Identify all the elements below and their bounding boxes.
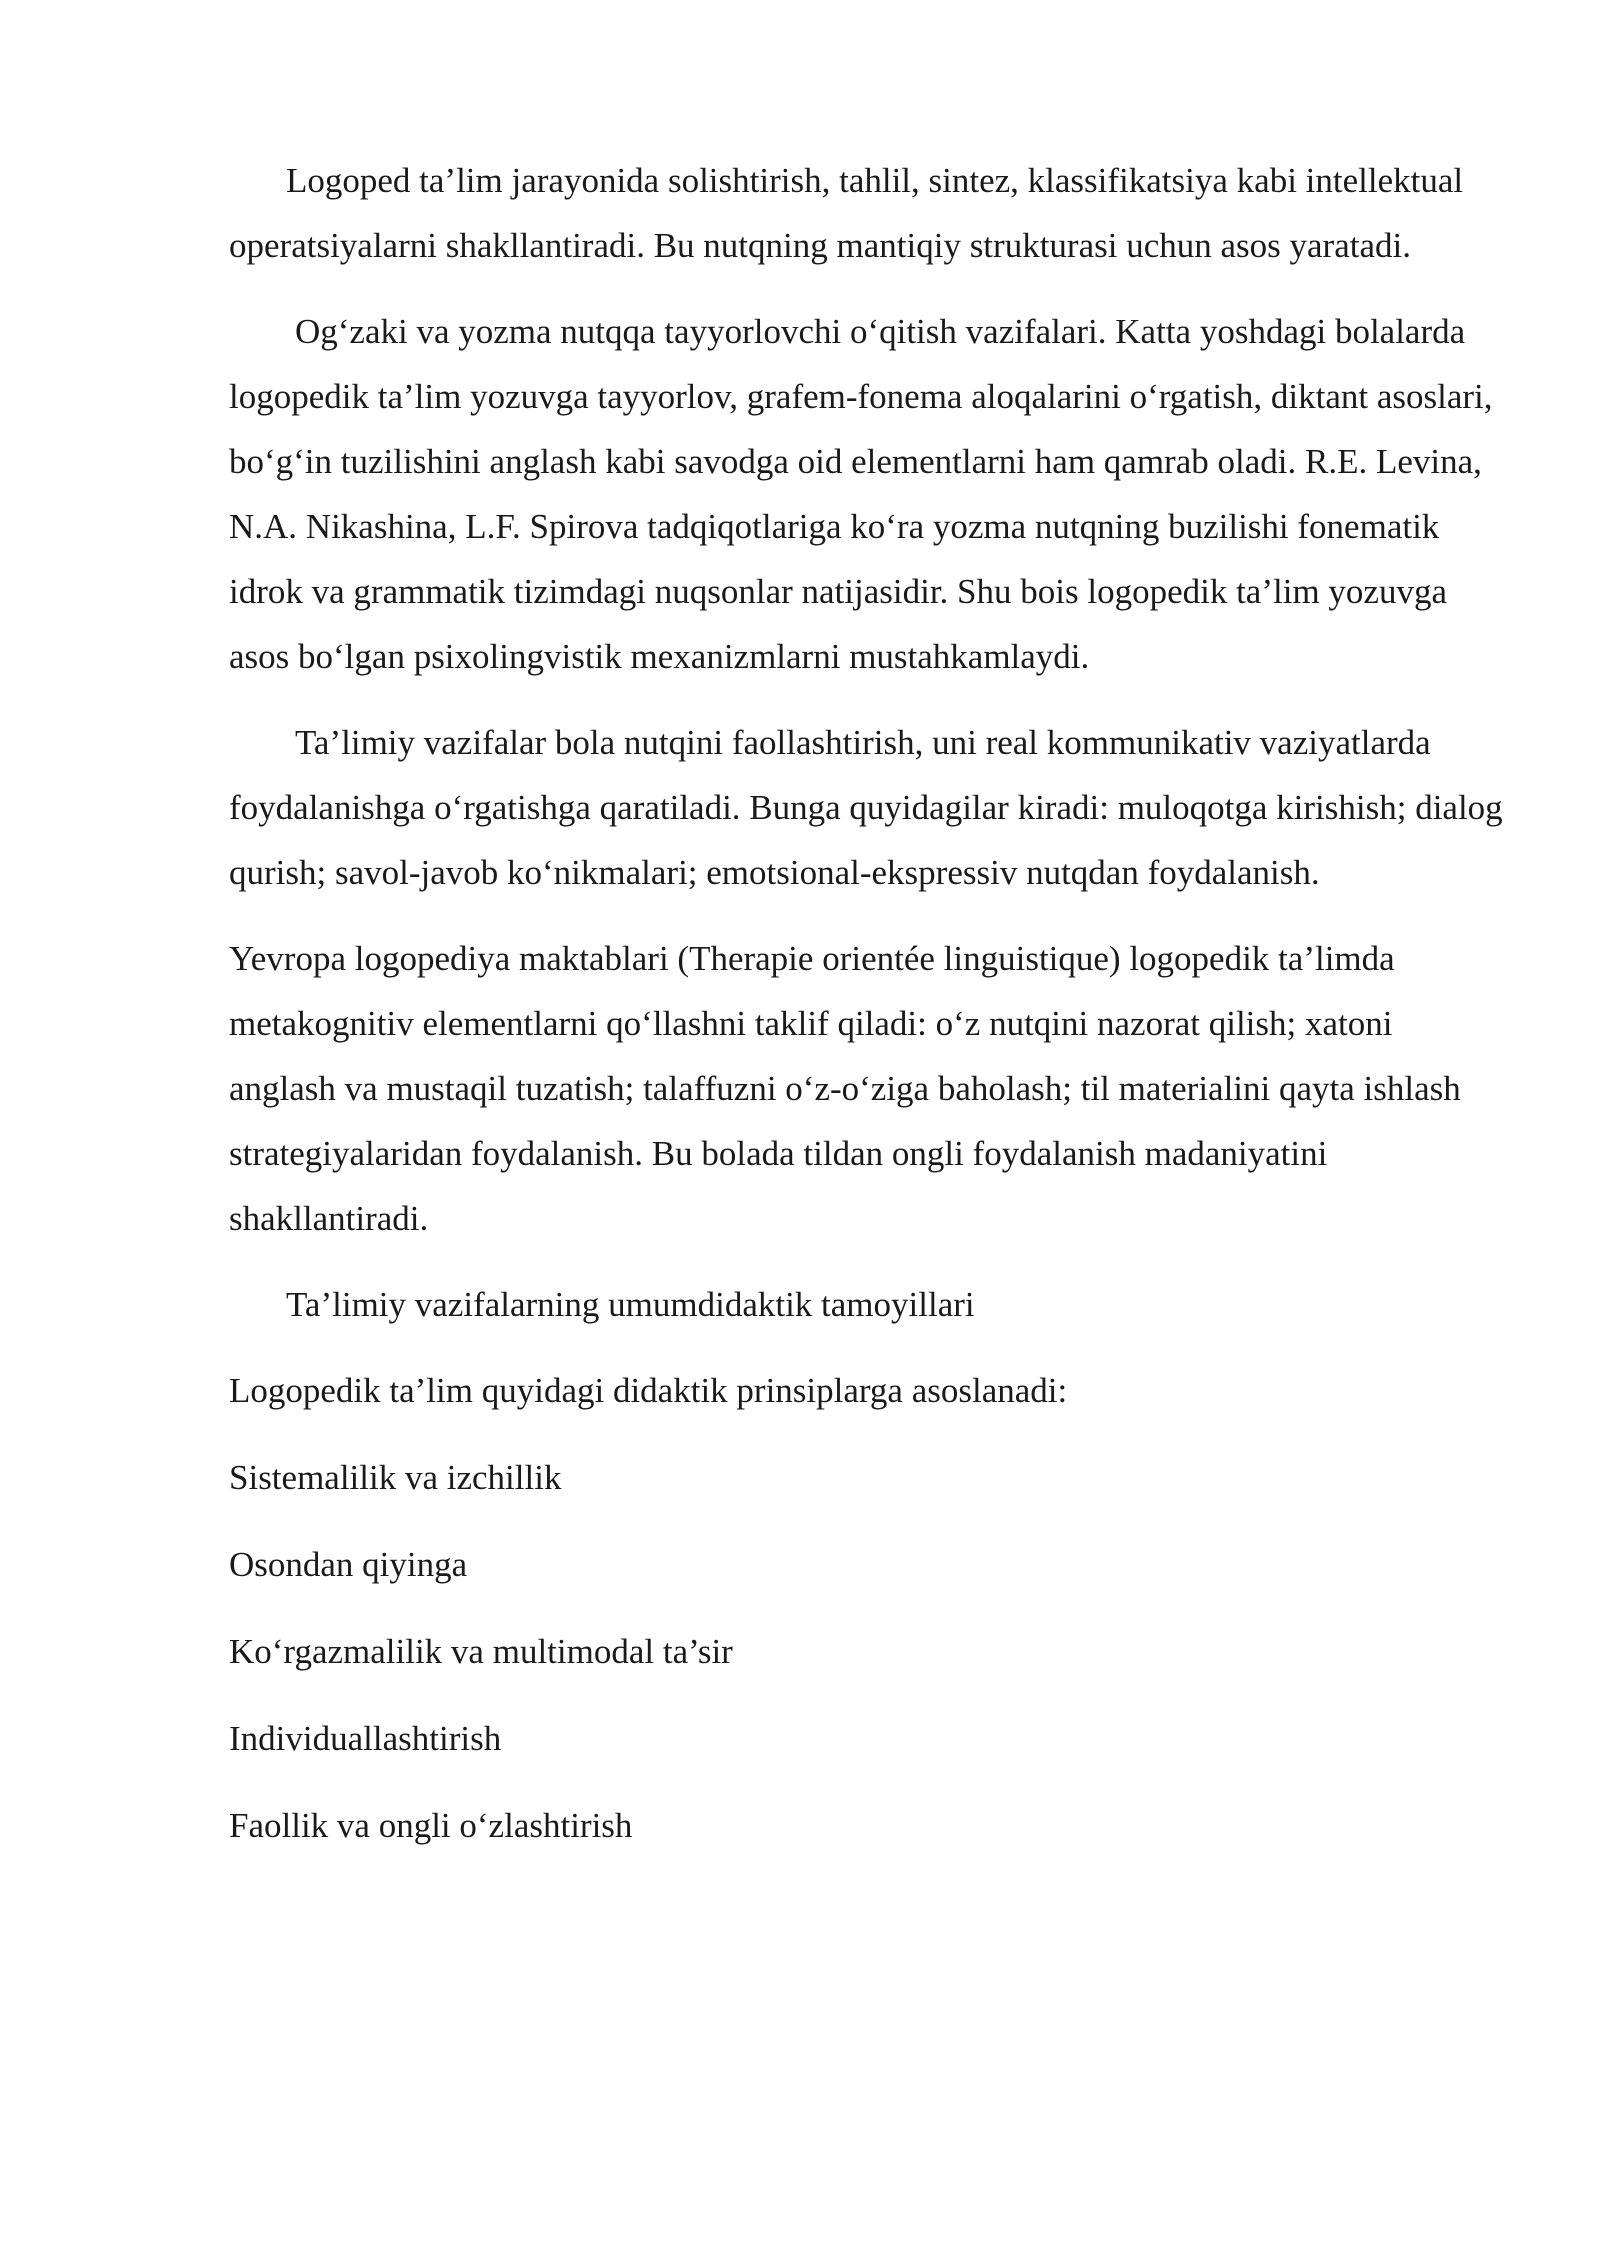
paragraph-principles-intro: Logopedik ta’lim quyidagi didaktik prinsiplarga asoslanadi:: [229, 1371, 1068, 1410]
paragraph-oral-written-speech: Og‘zaki va yozma nutqqa tayyorlovchi o‘qitish vazifalari. Katta yoshdagi bolalarda logopedik ta’lim yozuvga tayyorlov, grafem-fonema aloqalarini o‘rgatish, diktant asoslari, bo‘g‘in tuzilishini anglash kabi savodga oid elementlarni ham qamrab oladi. R.E. Levina, N.A. Nikashina, L.F. Spirova tadqiqotlariga ko‘ra yozma nutqning buzilishi fonematik idrok va grammatik tizimdagi nuqsonlar natijasidir. Shu bois logopedik ta’lim yozuvga asos bo‘lgan psixolingvistik mexanizmlarni mustahkamlaydi.: [229, 312, 1493, 676]
section-heading-principles: Ta’limiy vazifalarning umumdidaktik tamoyillari: [286, 1285, 975, 1324]
principle-item: Ko‘rgazmalilik va multimodal ta’sir: [229, 1632, 733, 1671]
principle-item: Individuallashtirish: [229, 1719, 502, 1758]
document-page: [229, 148, 1504, 1858]
principle-item: Osondan qiyinga: [229, 1545, 468, 1584]
paragraph-intellectual-operations: Logoped ta’lim jarayonida solishtirish, tahlil, sintez, klassifikatsiya kabi intellektual operatsiyalarni shakllantiradi. Bu nutqning mantiqiy strukturasi uchun asos yaratadi.: [229, 161, 1464, 265]
principle-item: Sistemalilik va izchillik: [229, 1458, 562, 1497]
paragraph-educational-tasks: Ta’limiy vazifalar bola nutqini faollashtirish, uni real kommunikativ vaziyatlarda foydalanishga o‘rgatishga qaratiladi. Bunga quyidagilar kiradi: muloqotga kirishish; dialog qurish; savol-javob ko‘nikmalari; emotsional-ekspressiv nutqdan foydalanish.: [229, 723, 1503, 892]
principle-item: Faollik va ongli o‘zlashtirish: [229, 1806, 633, 1845]
paragraph-european-schools: Yevropa logopediya maktablari (Therapie orientée linguistique) logopedik ta’limda metakognitiv elementlarni qo‘llashni taklif qiladi: o‘z nutqini nazorat qilish; xatoni anglash va mustaqil tuzatish; talaffuzni o‘z-o‘ziga baholash; til materialini qayta ishlash strategiyalaridan foydalanish. Bu bolada tildan ongli foydalanish madaniyatini shakllantiradi.: [229, 939, 1461, 1238]
